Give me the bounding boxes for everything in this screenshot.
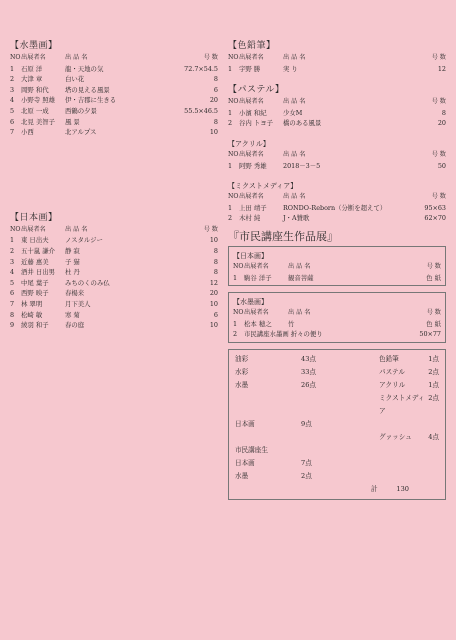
header-title: 出 品 名 — [65, 54, 88, 61]
table-header — [233, 262, 441, 273]
table-row — [10, 74, 218, 85]
cell-title: 龍・天地の気 — [65, 64, 104, 73]
header-artist: 出展者名 — [21, 225, 46, 233]
cell-artist: 阿野 秀雄 — [239, 161, 267, 170]
table-row — [10, 257, 218, 268]
cell-no: 1 — [228, 161, 233, 170]
cell-no: 2 — [10, 246, 15, 255]
summary-total-value: 130 — [396, 484, 409, 493]
acrylic-table — [228, 150, 446, 171]
cell-artist: 木村 純 — [239, 214, 261, 223]
cell-size: 12 — [209, 278, 218, 287]
header-no: NO — [233, 262, 244, 270]
cell-no: 2 — [10, 75, 15, 84]
cell-size: 8 — [441, 108, 446, 117]
table-row — [228, 108, 446, 119]
header-no: NO — [10, 54, 21, 61]
cell-no: 6 — [10, 289, 15, 298]
header-title: 出 品 名 — [283, 150, 306, 158]
table-row — [233, 319, 441, 330]
cell-title: 2018－3－5 — [283, 161, 321, 170]
shimin-nihonga-title: 【日本画】 — [233, 251, 268, 260]
summary-row — [235, 470, 439, 483]
summary-medium: ミクストメディア — [379, 393, 425, 415]
cell-title: 実 り — [283, 64, 298, 73]
summary-count: 1点 — [428, 354, 439, 363]
table-row — [233, 273, 441, 284]
cell-title: 子 猫 — [65, 257, 80, 266]
header-artist: 出展者名 — [239, 54, 264, 61]
summary-medium — [379, 418, 439, 431]
summary-medium: 日本画 — [235, 458, 255, 467]
cell-title: 杜 丹 — [65, 268, 80, 277]
summary-medium: 水彩 — [235, 367, 249, 376]
section-title-pastel: 【パステル】 — [228, 85, 285, 96]
header-size: 号 数 — [426, 309, 441, 317]
table-row — [10, 310, 218, 321]
summary-count — [301, 444, 379, 457]
header-artist: 出展者名 — [244, 262, 269, 270]
cell-artist: 松崎 敏 — [21, 310, 43, 319]
suibokuga-rows — [10, 64, 218, 138]
summary-row — [235, 418, 439, 431]
table-header — [228, 150, 446, 161]
table-row — [10, 288, 218, 299]
summary-total-label: 計 — [370, 484, 378, 493]
header-no: NO — [228, 193, 239, 201]
enpitsu-rows — [228, 64, 446, 75]
section-title-acrylic: 【アクリル】 — [228, 139, 270, 148]
section-title-suibokuga: 【水墨画】 — [10, 41, 58, 51]
cell-title: 観音菩薩 — [288, 273, 314, 282]
table-header — [228, 192, 446, 203]
cell-no: 2 — [228, 214, 233, 223]
cell-size: 10 — [209, 236, 218, 245]
cell-artist: 小濱 和紀 — [239, 108, 267, 117]
header-no: NO — [228, 54, 239, 61]
header-artist: 出展者名 — [244, 309, 269, 317]
table-row — [10, 85, 218, 96]
cell-no: 5 — [10, 278, 15, 287]
cell-size: 色 紙 — [426, 319, 441, 328]
summary-medium: 市民講座生 — [235, 445, 268, 454]
cell-no: 7 — [10, 299, 15, 308]
cell-size: 20 — [209, 96, 218, 105]
header-title: 出 品 名 — [283, 193, 306, 201]
table-row — [10, 278, 218, 289]
table-row — [10, 267, 218, 278]
summary-count: 33点 — [301, 367, 316, 376]
right-column — [228, 38, 446, 506]
cell-no: 1 — [228, 108, 233, 117]
cell-no: 7 — [10, 128, 15, 137]
cell-no: 9 — [10, 321, 15, 330]
cell-title: 少女M — [283, 108, 303, 117]
pastel-rows — [228, 108, 446, 129]
summary-count — [301, 392, 379, 418]
header-no: NO — [228, 150, 239, 158]
cell-no: 1 — [228, 64, 233, 73]
cell-artist: 小野寺 照雄 — [21, 96, 55, 105]
cell-title: 春楊来 — [65, 289, 85, 298]
cell-artist: 岡野 和代 — [21, 85, 49, 94]
header-size: 号 数 — [203, 54, 218, 61]
cell-no: 3 — [10, 85, 15, 94]
header-title: 出 品 名 — [65, 225, 88, 233]
table-row — [10, 117, 218, 128]
cell-title: 竹 — [288, 319, 295, 328]
header-artist: 出展者名 — [21, 54, 46, 61]
shimin-suiboku-rows — [233, 319, 441, 340]
header-size: 号 数 — [426, 262, 441, 270]
summary-count: 43点 — [301, 354, 316, 363]
cell-size: 95×63 — [424, 203, 446, 212]
summary-medium — [235, 431, 301, 444]
summary-count: 4点 — [428, 432, 439, 441]
shimin-suiboku-box — [228, 292, 446, 343]
header-size: 号 数 — [431, 193, 446, 201]
table-row — [10, 246, 218, 257]
header-size: 号 数 — [203, 225, 218, 233]
summary-medium: パステル — [379, 367, 405, 376]
cell-no: 1 — [10, 236, 15, 245]
cell-size: 6 — [213, 85, 218, 94]
summary-medium — [379, 457, 439, 470]
acrylic-rows — [228, 161, 446, 172]
cell-size: 8 — [213, 117, 218, 126]
cell-no: 5 — [10, 106, 15, 115]
summary-count — [301, 431, 379, 444]
summary-medium — [235, 392, 301, 418]
left-column — [10, 38, 218, 331]
cell-artist: 谷内 トヨ子 — [239, 119, 273, 128]
summary-medium: グァッシュ — [379, 432, 412, 441]
table-row — [10, 127, 218, 138]
cell-size: 50 — [437, 161, 446, 170]
summary-medium: 色鉛筆 — [379, 354, 399, 363]
table-row — [10, 320, 218, 331]
mixed-table — [228, 192, 446, 224]
table-row — [228, 161, 446, 172]
header-no: NO — [10, 225, 21, 233]
summary-row — [235, 366, 439, 379]
header-artist: 出展者名 — [239, 193, 264, 201]
header-size: 号 数 — [431, 150, 446, 158]
table-row — [10, 95, 218, 106]
cell-title: 静 寂 — [65, 246, 80, 255]
cell-title: 寒 菊 — [65, 310, 80, 319]
cell-size: 50×77 — [419, 330, 441, 339]
header-title: 出 品 名 — [288, 262, 311, 270]
cell-size: 12 — [437, 64, 446, 73]
cell-artist: 市民講座水墨画 折々の便り — [244, 330, 323, 339]
summary-medium: 水墨 — [235, 471, 249, 480]
cell-size: 10 — [209, 128, 218, 137]
nihonga-table — [10, 225, 218, 331]
summary-medium — [379, 470, 439, 483]
summary-medium: 日本画 — [235, 419, 255, 428]
cell-title: 白い花 — [65, 75, 85, 84]
cell-artist: 林 翠明 — [21, 299, 43, 308]
cell-artist: 北見 美智子 — [21, 117, 55, 126]
section-title-mixed: 【ミクストメディア】 — [228, 182, 298, 191]
enpitsu-table — [228, 53, 446, 74]
cell-title: 塔の見える風景 — [65, 85, 110, 94]
shimin-suiboku-table — [233, 308, 441, 340]
shimin-suiboku-title: 【水墨画】 — [233, 298, 268, 307]
summary-rows — [235, 353, 439, 483]
cell-title: ノスタルジー — [65, 236, 103, 245]
pastel-table — [228, 97, 446, 129]
cell-size: 20 — [437, 119, 446, 128]
cell-no: 3 — [10, 257, 15, 266]
cell-no: 1 — [228, 203, 233, 212]
cell-artist: 石原 洋 — [21, 64, 43, 73]
table-header — [228, 53, 446, 64]
summary-total — [235, 483, 439, 496]
table-row — [228, 64, 446, 75]
summary-medium: 水墨 — [235, 380, 249, 389]
table-header — [228, 97, 446, 108]
cell-title: 橋のある風景 — [283, 119, 322, 128]
cell-no: 2 — [233, 330, 238, 339]
header-artist: 出展者名 — [239, 98, 264, 106]
table-row — [233, 329, 441, 340]
summary-row — [235, 379, 439, 392]
table-row — [228, 213, 446, 224]
cell-title: 北アルプス — [65, 128, 97, 137]
cell-artist: 酒井 日出男 — [21, 268, 55, 277]
summary-medium: アクリル — [379, 380, 406, 389]
table-row — [10, 106, 218, 117]
cell-artist: 小西 — [21, 128, 34, 137]
suibokuga-table — [10, 53, 218, 138]
header-title: 出 品 名 — [283, 98, 306, 106]
table-row — [228, 118, 446, 129]
cell-artist: 綾羽 和子 — [21, 321, 49, 330]
cell-artist: 五十嵐 謙介 — [21, 246, 55, 255]
table-header — [10, 225, 218, 236]
cell-artist: 西野 映子 — [21, 289, 49, 298]
cell-title: 伊・吉郡に生きる — [65, 96, 117, 105]
cell-title: 西鶴の夕景 — [65, 106, 97, 115]
summary-row — [235, 457, 439, 470]
summary-count: 9点 — [301, 419, 312, 428]
summary-box — [228, 349, 446, 500]
cell-artist: 駒谷 洋子 — [244, 273, 272, 282]
cell-size: 72.7×54.5 — [184, 64, 218, 73]
summary-count: 2点 — [428, 367, 439, 376]
cell-size: 8 — [213, 246, 218, 255]
cell-no: 8 — [10, 310, 15, 319]
cell-no: 1 — [233, 273, 238, 282]
table-row — [228, 203, 446, 214]
cell-title: 春の庭 — [65, 321, 85, 330]
cell-no: 2 — [228, 119, 233, 128]
cell-no: 4 — [10, 96, 15, 105]
cell-size: 10 — [209, 299, 218, 308]
header-size: 号 数 — [431, 54, 446, 61]
cell-size: 8 — [213, 257, 218, 266]
cell-title: J・A贊歌 — [283, 214, 310, 223]
summary-count: 7点 — [301, 458, 312, 467]
cell-artist: 中尾 葉子 — [21, 278, 49, 287]
cell-artist: 東 日出夫 — [21, 236, 49, 245]
header-artist: 出展者名 — [239, 150, 264, 158]
cell-title: 風 景 — [65, 117, 80, 126]
summary-row — [235, 431, 439, 444]
cell-artist: 宇野 勝 — [239, 64, 261, 73]
summary-medium — [379, 444, 439, 457]
header-title: 出 品 名 — [283, 54, 306, 61]
table-row — [10, 235, 218, 246]
cell-artist: 上田 靖子 — [239, 203, 267, 212]
summary-count: 26点 — [301, 380, 316, 389]
cell-size: 8 — [213, 268, 218, 277]
cell-artist: 松本 穂之 — [244, 319, 272, 328]
cell-size: 20 — [209, 289, 218, 298]
cell-size: 62×70 — [424, 214, 446, 223]
table-header — [233, 308, 441, 319]
cell-size: 色 紙 — [426, 273, 441, 282]
header-title: 出 品 名 — [288, 309, 311, 317]
section-title-enpitsu: 【色鉛筆】 — [228, 41, 276, 51]
shimin-nihonga-rows — [233, 273, 441, 284]
cell-size: 8 — [213, 75, 218, 84]
table-row — [10, 299, 218, 310]
nihonga-rows — [10, 235, 218, 330]
header-no: NO — [233, 309, 244, 317]
summary-count: 2点 — [301, 471, 312, 480]
summary-count: 2点 — [428, 393, 439, 402]
cell-no: 4 — [10, 268, 15, 277]
cell-size: 10 — [209, 321, 218, 330]
header-size: 号 数 — [431, 98, 446, 106]
cell-artist: 近藤 惠美 — [21, 257, 49, 266]
summary-row — [235, 392, 439, 418]
summary-medium: 油彩 — [235, 354, 249, 363]
shimin-nihonga-box — [228, 246, 446, 286]
mixed-rows — [228, 203, 446, 224]
cell-no: 1 — [10, 64, 15, 73]
cell-artist: 北原 一成 — [21, 106, 49, 115]
cell-title: RONDO-Reborn（分断を超えて） — [283, 203, 387, 212]
summary-row — [235, 353, 439, 366]
table-row — [10, 64, 218, 75]
cell-size: 6 — [213, 310, 218, 319]
section-title-shimin: 『市民講座生作品展』 — [228, 229, 338, 243]
shimin-nihonga-table — [233, 262, 441, 283]
cell-title: みちのくのみ仏 — [65, 278, 110, 287]
cell-size: 55.5×46.5 — [184, 106, 218, 115]
cell-title: 月下美人 — [65, 299, 91, 308]
header-no: NO — [228, 98, 239, 106]
section-title-nihonga: 【日本画】 — [10, 212, 58, 223]
table-header — [10, 53, 218, 64]
cell-artist: 大津 章 — [21, 75, 43, 84]
cell-no: 1 — [233, 319, 238, 328]
summary-count: 1点 — [428, 380, 439, 389]
cell-no: 6 — [10, 117, 15, 126]
summary-row — [235, 444, 439, 457]
